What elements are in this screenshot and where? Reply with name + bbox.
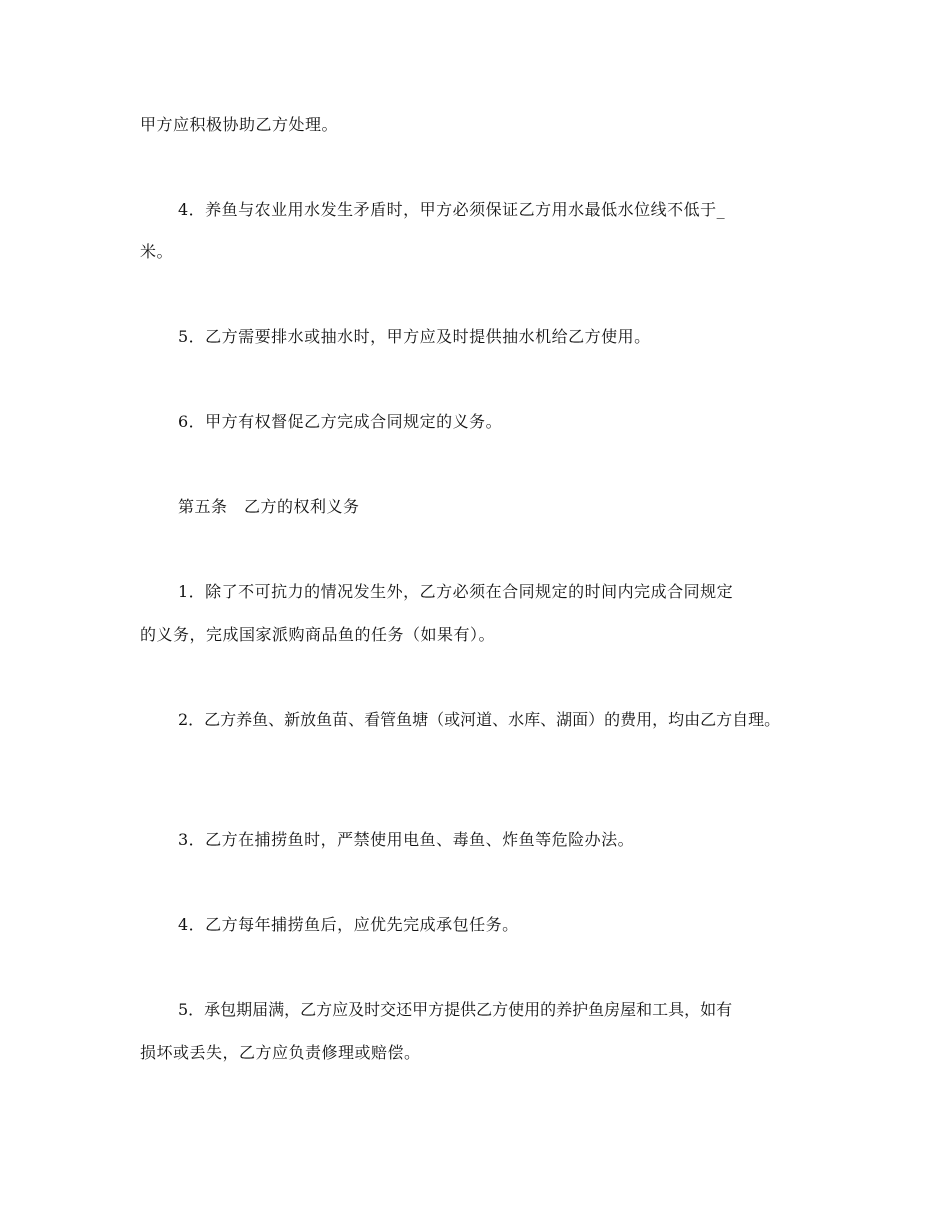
clause-6-line: 6．甲方有权督促乙方完成合同规定的义务。: [178, 412, 503, 431]
clause-4-line-1: 4．养鱼与农业用水发生矛盾时，甲方必须保证乙方用水最低水位线不低于_: [178, 200, 726, 219]
party-b-clause-2-line: 2．乙方养鱼、新放鱼苗、看管鱼塘（或河道、水库、湖面）的费用，均由乙方自理。: [178, 710, 781, 729]
clause-4-line-2: 米。: [140, 242, 174, 261]
clause-5-line: 5．乙方需要排水或抽水时，甲方应及时提供抽水机给乙方使用。: [178, 327, 651, 346]
article-5-heading: 第五条 乙方的权利义务: [178, 497, 360, 516]
paragraph-line: 甲方应积极协助乙方处理。: [140, 115, 339, 134]
party-b-clause-3-line: 3．乙方在捕捞鱼时，严禁使用电鱼、毒鱼、炸鱼等危险办法。: [178, 830, 635, 849]
party-b-clause-5-line-1: 5．承包期届满，乙方应及时交还甲方提供乙方使用的养护鱼房屋和工具，如有: [178, 1000, 733, 1019]
party-b-clause-1-line-1: 1．除了不可抗力的情况发生外，乙方必须在合同规定的时间内完成合同规定: [178, 582, 734, 601]
party-b-clause-1-line-2: 的义务，完成国家派购商品鱼的任务（如果有）。: [140, 625, 496, 644]
party-b-clause-4-line: 4．乙方每年捕捞鱼后，应优先完成承包任务。: [178, 915, 519, 934]
party-b-clause-5-line-2: 损坏或丢失，乙方应负责修理或赔偿。: [140, 1043, 421, 1062]
